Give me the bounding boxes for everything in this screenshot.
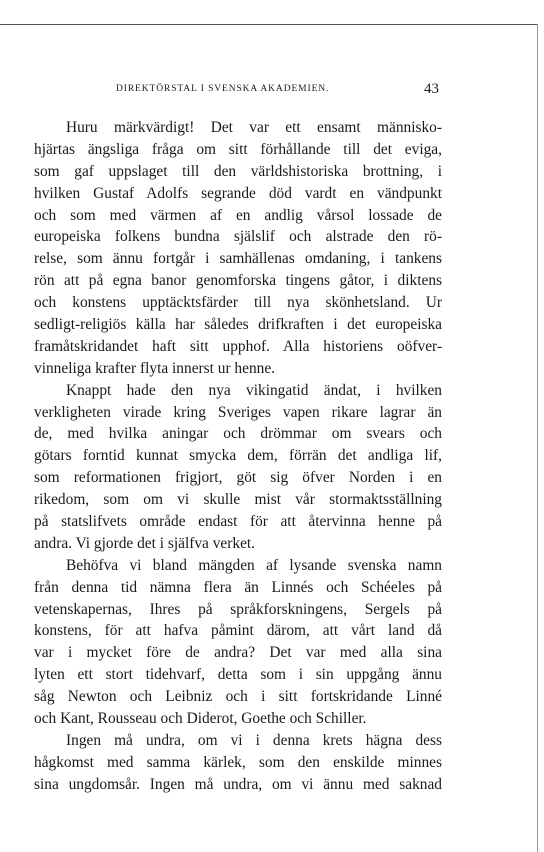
text-line: sedligt-religiös källa har således drifkraften i det europeiska (34, 316, 442, 334)
text-line: rön att på egna banor genomforska tingens gåtor, i diktens (34, 272, 442, 290)
body-text (34, 117, 442, 796)
text-line: och som med värmen af en andlig vårsol lossade de (34, 206, 442, 224)
text-line: andra. Vi gjorde det i själfva verket. (34, 534, 256, 552)
page-edge-rule (537, 24, 538, 852)
text-line: såg Newton och Leibniz och i sitt fortskridande Linné (34, 688, 442, 706)
text-line: Huru märkvärdigt! Det var ett ensamt människo- (66, 119, 442, 136)
text-line: hjärtas ängsliga fråga om sitt förhållande till det eviga, (34, 140, 442, 158)
running-title: DIREKTÖRSTAL I SVENSKA AKADEMIEN. (116, 84, 330, 94)
text-line: som reformationen frigjort, göt sig öfver Norden i en (34, 469, 442, 487)
text-line: lyten ett stort tidehvarf, detta som i sin uppgång ännu (34, 666, 442, 684)
text-line: konstens, för att hafva påmint därom, att vårt land då (34, 622, 442, 640)
text-line: framåtskridandet haft sitt upphof. Alla historiens oöfver- (34, 337, 442, 355)
text-line: Ingen må undra, om vi i denna krets hägna dess (66, 731, 442, 749)
top-rule (0, 24, 537, 25)
page-number: 43 (424, 81, 439, 97)
text-line: var i mycket före de andra? Det var med alla sina (34, 644, 442, 662)
text-line: vetenskapernas, Ihres på språkforskningens, Sergels på (34, 600, 442, 618)
text-line: från denna tid nämna flera än Linnés och Schéeles på (34, 578, 442, 596)
text-line: som gaf uppslaget till den världshistoriska brottning, i (34, 162, 442, 180)
text-line: götars forntid kunnat smycka dem, förrän det andliga lif, (34, 447, 442, 465)
text-line: vinneliga krafter flyta innerst ur henne. (34, 359, 276, 377)
text-line: europeiska folkens bundna själslif och alstrade den rö- (34, 228, 442, 246)
text-line: sina ungdomsår. Ingen må undra, om vi ännu med saknad (34, 775, 442, 793)
text-line: Knappt hade den nya vikingatid ändat, i hvilken (66, 381, 442, 399)
text-line: de, med hvilka aningar och drömmar om svears och (34, 425, 442, 443)
text-line: på statslifvets område endast för att återvinna henne på (34, 513, 442, 531)
text-line: Behöfva vi bland mängden af lysande svenska namn (66, 556, 442, 574)
text-line: verkligheten virade kring Sveriges vapen rikare lagrar än (34, 403, 442, 421)
text-line: relse, som ännu fortgår i samhällenas omdaning, i tankens (34, 250, 442, 268)
text-line: och Kant, Rousseau och Diderot, Goethe och Schiller. (34, 710, 367, 728)
text-line: hvilken Gustaf Adolfs segrande död vardt en vändpunkt (34, 184, 442, 202)
text-line: hågkomst med samma kärlek, som den enskilde minnes (34, 753, 442, 771)
page-header (0, 80, 544, 98)
text-line: rikedom, som om vi skulle mist vår stormaktsställning (34, 491, 442, 509)
text-line: och konstens upptäcktsfärder till nya skönhetsland. Ur (34, 294, 442, 312)
